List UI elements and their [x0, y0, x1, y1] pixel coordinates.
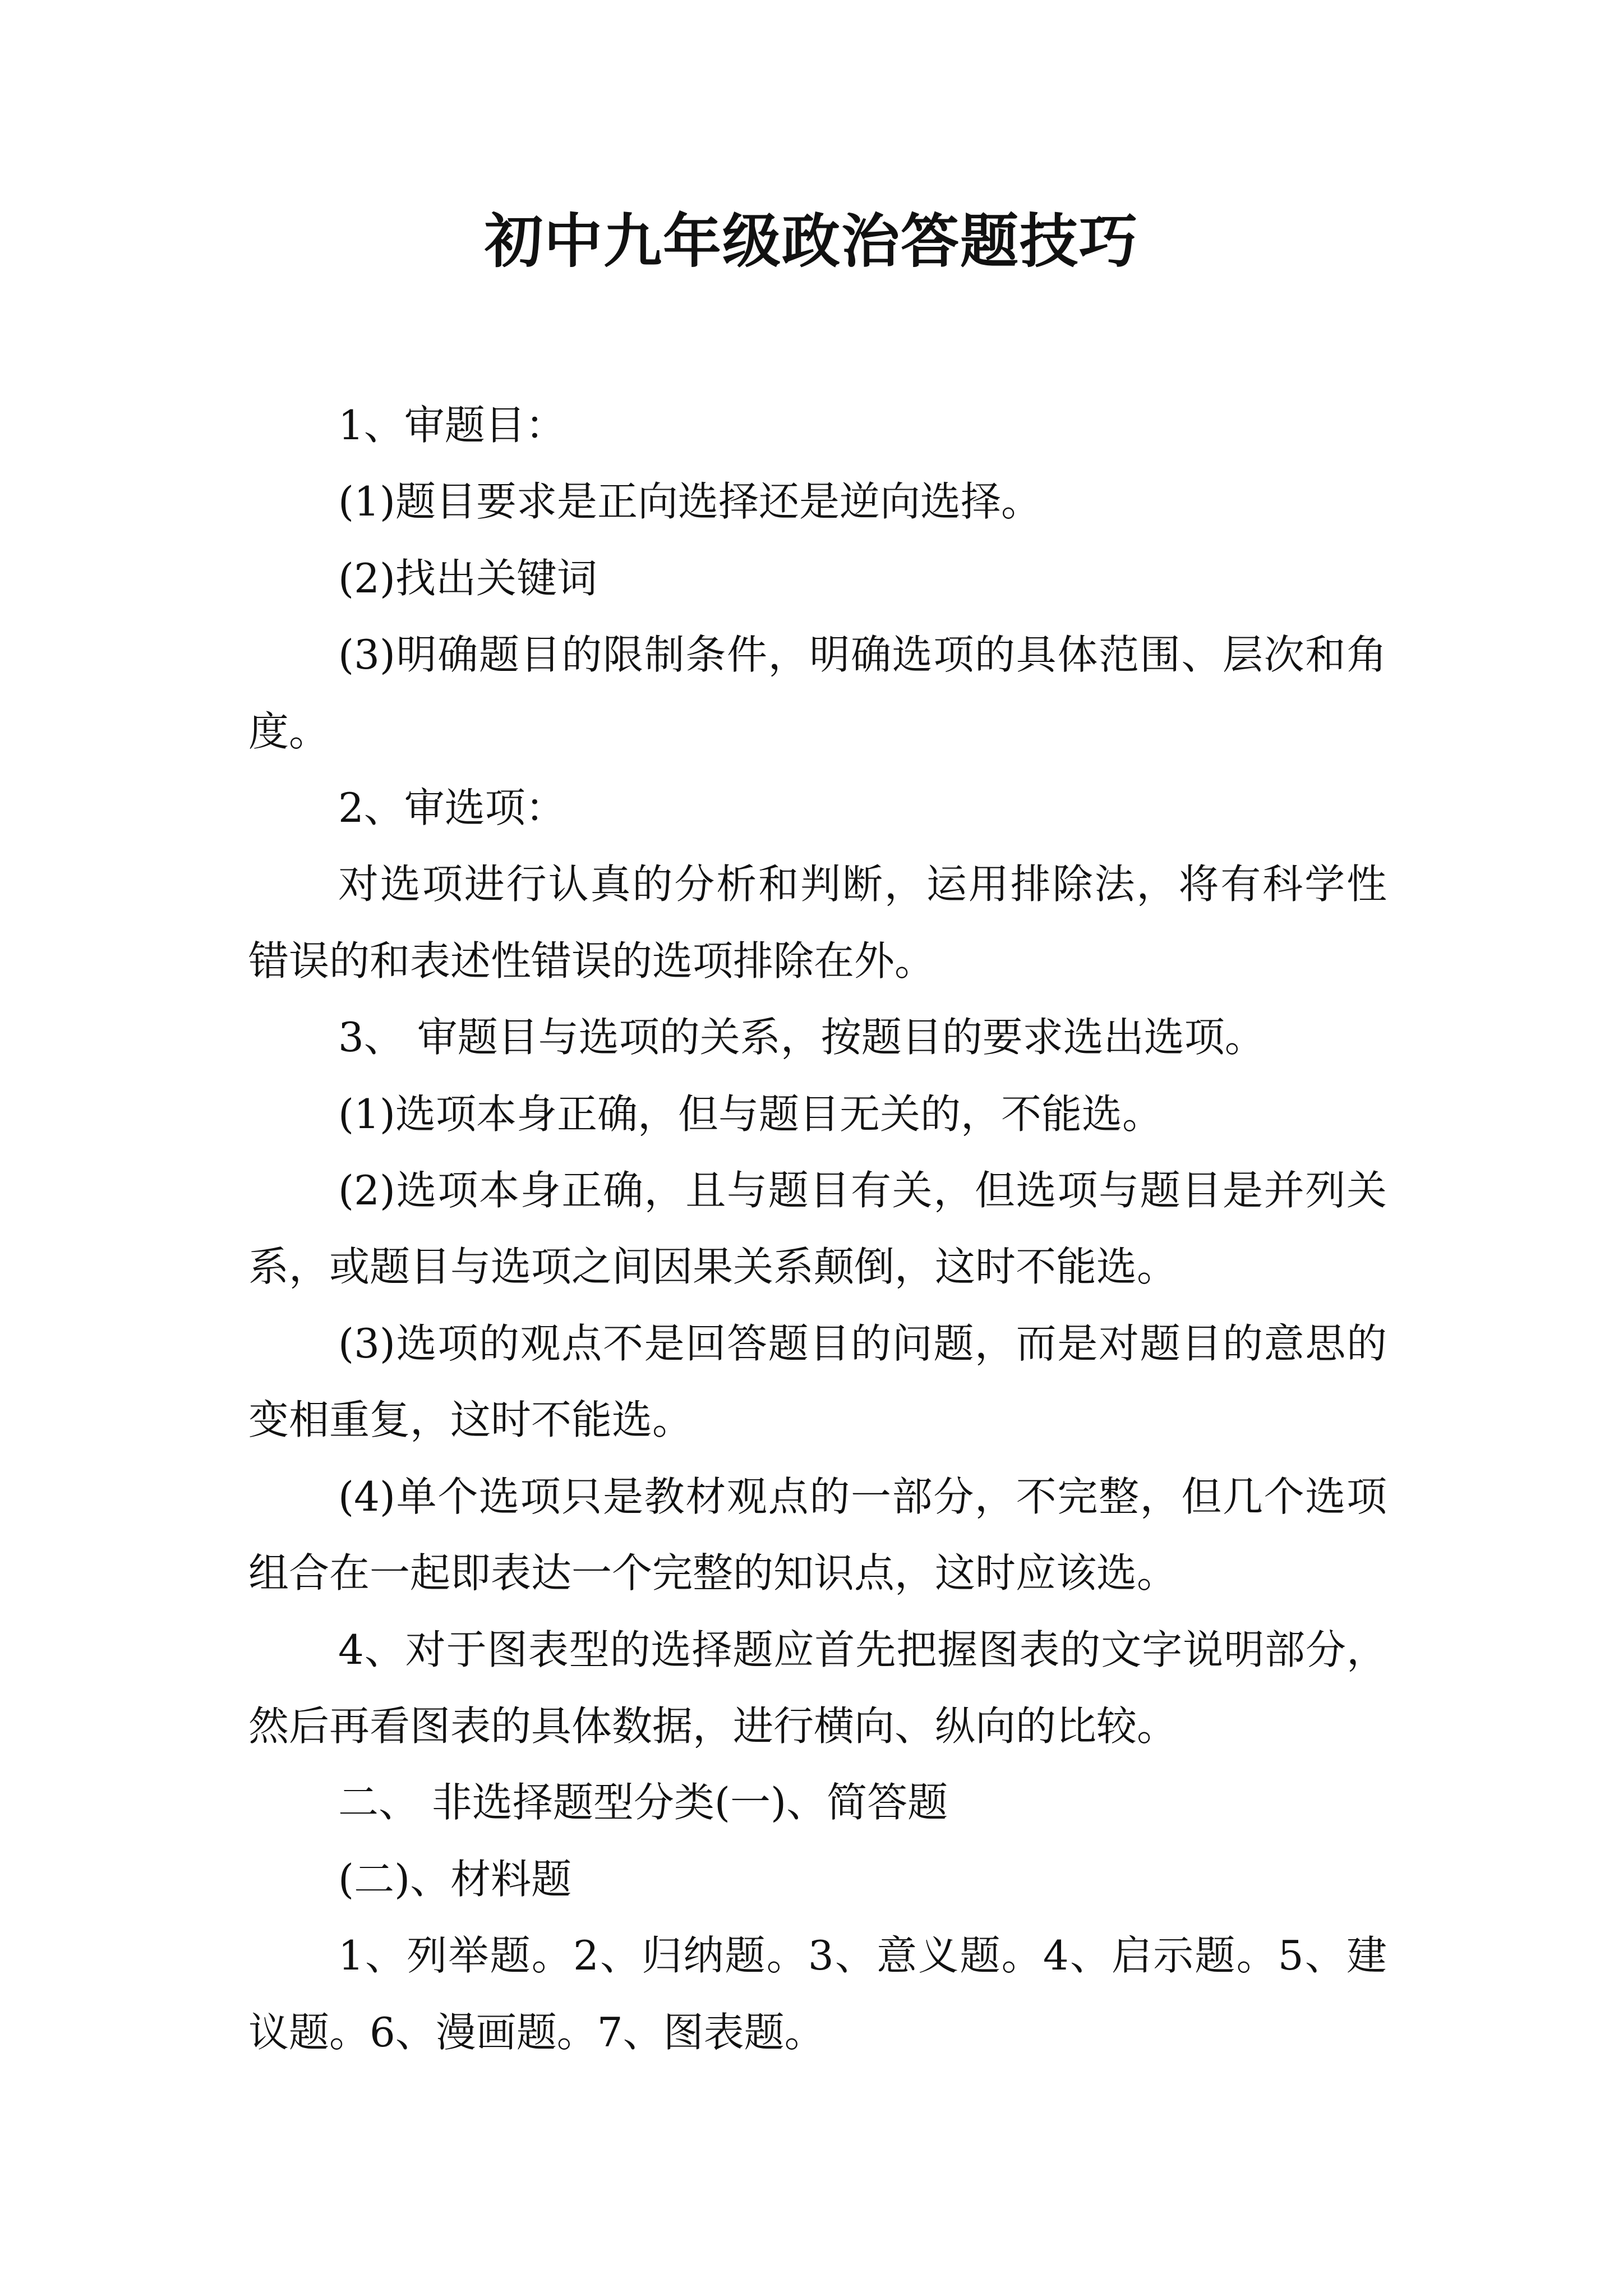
paragraph-relationship: 3、 审题目与选项的关系，按题目的要求选出选项。: [338, 1014, 1265, 1061]
paragraph-relationship-item-1: (1)选项本身正确，但与题目无关的，不能选。: [338, 1090, 1163, 1138]
paragraph-review-question: 1、审题目：: [338, 402, 566, 449]
paragraph-relationship-item-3: (3)选项的观点不是回答题目的问题，而是对题目的意思的变相重复，这时不能选。: [248, 1319, 1387, 1444]
paragraph-relationship-item-2: (2)选项本身正确，且与题目有关，但选项与题目是并列关系，或题目与选项之间因果关系颠倒，这时不能选。: [248, 1167, 1387, 1291]
paragraph-review-options: 2、审选项：: [338, 784, 566, 832]
document-title: 初中九年级政治答题技巧: [484, 206, 1138, 275]
paragraph-question-types-list: 1、列举题。2、归纳题。3、意义题。4、启示题。5、建议题。6、漫画题。7、图表题。: [248, 1932, 1387, 2056]
paragraph-relationship-item-4: (4)单个选项只是教材观点的一部分，不完整，但几个选项组合在一起即表达一个完整的知识点，这时应该选。: [248, 1473, 1387, 1597]
paragraph-item-3: (3)明确题目的限制条件，明确选项的具体范围、层次和角度。: [248, 631, 1387, 755]
paragraph-chart-questions: 4、对于图表型的选择题应首先把握图表的文字说明部分，然后再看图表的具体数据，进行横向、纵向的比较。: [248, 1626, 1387, 1750]
paragraph-nonchoice-types: 二、 非选择题型分类(一)、简答题: [338, 1779, 948, 1826]
paragraph-item-2: (2)找出关键词: [338, 554, 597, 602]
paragraph-item-1: (1)题目要求是正向选择还是逆向选择。: [338, 478, 1041, 526]
document-body: [248, 387, 1387, 2070]
paragraph-material-questions: (二)、材料题: [338, 1855, 572, 1903]
paragraph-option-analysis: 对选项进行认真的分析和判断，运用排除法，将有科学性错误的和表述性错误的选项排除在外。: [248, 861, 1387, 984]
